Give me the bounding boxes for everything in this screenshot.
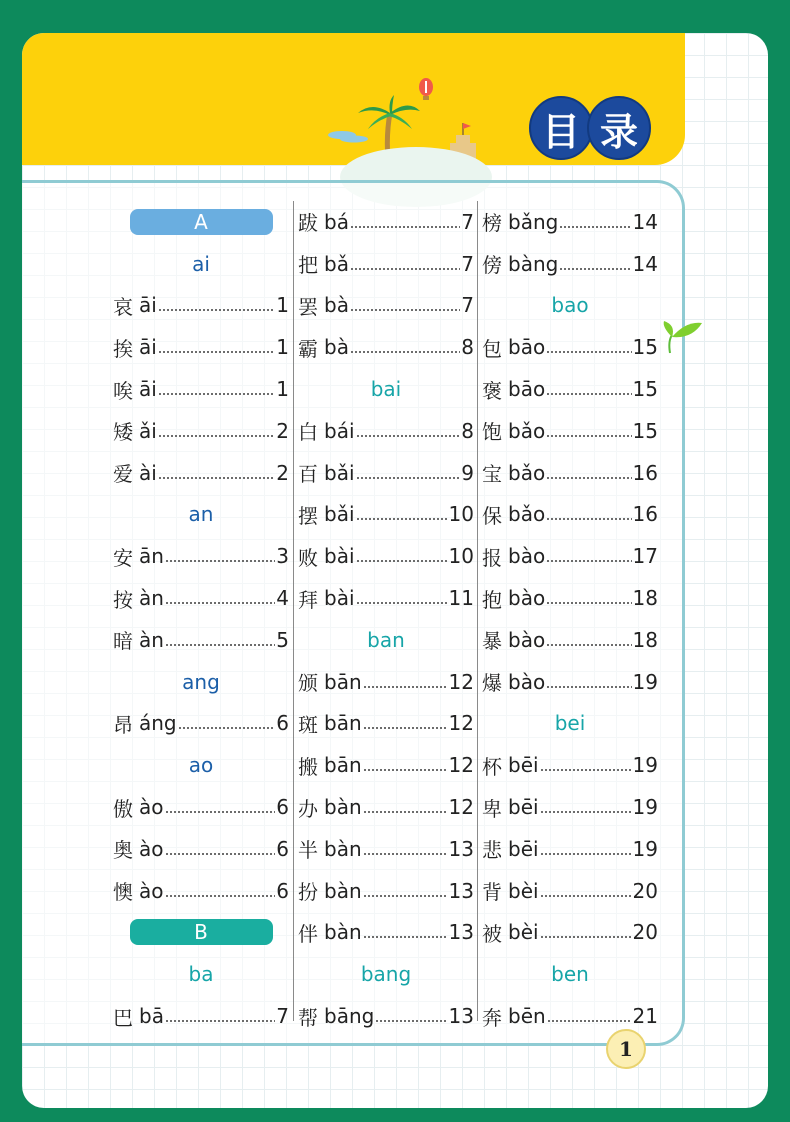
entry-leader-dots <box>363 755 448 775</box>
entry-page-number: 9 <box>461 460 474 485</box>
entry-pinyin: bēn <box>508 1004 546 1029</box>
entry-pinyin: bài <box>324 586 355 611</box>
entry-leader-dots <box>540 755 632 775</box>
entry-pinyin: bǎo <box>508 418 546 443</box>
entry-pinyin: bào <box>508 669 546 694</box>
syllable-heading: bao <box>551 293 589 318</box>
entry-page-number: 5 <box>276 627 289 652</box>
entry-pinyin: bà <box>324 293 349 318</box>
entry-leader-dots <box>350 254 460 274</box>
entry-leader-dots <box>165 588 275 608</box>
entry-pinyin: bān <box>324 669 362 694</box>
toc-entry[interactable] <box>298 744 474 786</box>
toc-entry[interactable] <box>298 326 474 368</box>
entry-page-number: 13 <box>448 1004 474 1029</box>
column-divider <box>477 201 478 1021</box>
entry-pinyin: ào <box>139 878 164 903</box>
entry-leader-dots <box>356 588 448 608</box>
entry-pinyin: bèi <box>508 920 539 945</box>
entry-character: 败 <box>298 545 318 570</box>
toc-entry[interactable] <box>113 577 289 619</box>
entry-character: 伴 <box>298 921 318 946</box>
entry-page-number: 7 <box>461 209 474 234</box>
entry-character: 背 <box>482 880 502 905</box>
entry-page-number: 8 <box>461 335 474 360</box>
toc-entry[interactable] <box>113 995 289 1037</box>
syllable-heading: bai <box>370 377 402 402</box>
toc-entry[interactable] <box>298 243 474 285</box>
toc-entry[interactable] <box>298 535 474 577</box>
toc-column-3 <box>482 201 658 1037</box>
entry-leader-dots <box>363 713 448 733</box>
entry-leader-dots <box>363 881 448 901</box>
entry-page-number: 15 <box>632 418 658 443</box>
toc-entry[interactable] <box>113 452 289 494</box>
entry-pinyin: áng <box>139 711 177 736</box>
section-letter-label: B <box>130 919 273 945</box>
toc-entry[interactable] <box>298 285 474 327</box>
entry-leader-dots <box>546 546 631 566</box>
entry-leader-dots <box>158 295 275 315</box>
entry-pinyin: bá <box>324 209 349 234</box>
syllable-heading: ao <box>188 753 214 778</box>
entry-character: 奥 <box>113 838 133 863</box>
entry-character: 奔 <box>482 1005 502 1030</box>
entry-character: 暴 <box>482 629 502 654</box>
syllable-heading: ban <box>367 627 405 652</box>
toc-entry[interactable] <box>113 535 289 577</box>
entry-character: 抱 <box>482 587 502 612</box>
entry-pinyin: bàn <box>324 795 362 820</box>
entry-pinyin: bàng <box>508 251 559 276</box>
entry-pinyin: āi <box>139 335 157 360</box>
toc-entry[interactable] <box>113 786 289 828</box>
toc-entry[interactable] <box>482 368 658 410</box>
entry-pinyin: bā <box>139 1004 164 1029</box>
entry-leader-dots <box>363 839 448 859</box>
entry-page-number: 19 <box>632 836 658 861</box>
toc-entry[interactable] <box>482 828 658 870</box>
page-number: 1 <box>606 1029 646 1069</box>
entry-pinyin: ǎi <box>139 418 157 443</box>
entry-page-number: 2 <box>276 460 289 485</box>
entry-leader-dots <box>158 337 275 357</box>
entry-pinyin: bà <box>324 335 349 360</box>
entry-leader-dots <box>540 797 632 817</box>
entry-pinyin: bān <box>324 753 362 778</box>
toc-entry[interactable] <box>298 494 474 536</box>
section-letter <box>113 912 289 954</box>
entry-page-number: 7 <box>461 293 474 318</box>
entry-pinyin: bǎi <box>324 460 355 485</box>
syllable-heading: ai <box>192 251 210 276</box>
toc-entry[interactable] <box>482 912 658 954</box>
entry-character: 傍 <box>482 253 502 278</box>
entry-character: 巴 <box>113 1005 133 1030</box>
entry-pinyin: bāo <box>508 335 546 360</box>
entry-page-number: 11 <box>448 586 474 611</box>
entry-page-number: 15 <box>632 335 658 360</box>
entry-character: 唉 <box>113 378 133 403</box>
entry-character: 哀 <box>113 294 133 319</box>
entry-character: 跋 <box>298 211 318 236</box>
entry-character: 暗 <box>113 629 133 654</box>
entry-pinyin: bào <box>508 586 546 611</box>
entry-page-number: 3 <box>276 544 289 569</box>
entry-page-number: 19 <box>632 795 658 820</box>
toc-entry[interactable] <box>298 577 474 619</box>
entry-page-number: 7 <box>276 1004 289 1029</box>
toc-entry[interactable] <box>482 744 658 786</box>
entry-page-number: 14 <box>632 209 658 234</box>
entry-page-number: 2 <box>276 418 289 443</box>
entry-page-number: 12 <box>448 711 474 736</box>
entry-leader-dots <box>165 546 275 566</box>
toc-entry[interactable] <box>298 870 474 912</box>
entry-page-number: 18 <box>632 627 658 652</box>
entry-character: 傲 <box>113 796 133 821</box>
entry-character: 百 <box>298 462 318 487</box>
toc-entry[interactable] <box>482 786 658 828</box>
toc-entry[interactable] <box>482 201 658 243</box>
entry-leader-dots <box>559 254 631 274</box>
entry-page-number: 6 <box>276 836 289 861</box>
entry-page-number: 6 <box>276 878 289 903</box>
toc-entry[interactable] <box>482 619 658 661</box>
entry-pinyin: āi <box>139 377 157 402</box>
entry-character: 褒 <box>482 378 502 403</box>
toc-entry[interactable] <box>298 201 474 243</box>
toc-entry[interactable] <box>298 452 474 494</box>
entry-page-number: 20 <box>632 920 658 945</box>
entry-character: 被 <box>482 921 502 946</box>
title-char-2: 录 <box>587 96 651 160</box>
entry-character: 半 <box>298 838 318 863</box>
entry-character: 挨 <box>113 336 133 361</box>
entry-page-number: 13 <box>448 920 474 945</box>
entry-pinyin: àn <box>139 586 164 611</box>
entry-character: 榜 <box>482 211 502 236</box>
entry-pinyin: bàn <box>324 836 362 861</box>
entry-character: 按 <box>113 587 133 612</box>
entry-character: 白 <box>298 420 318 445</box>
entry-page-number: 1 <box>276 293 289 318</box>
entry-leader-dots <box>375 1006 447 1026</box>
toc-entry[interactable] <box>298 703 474 745</box>
entry-character: 包 <box>482 336 502 361</box>
toc-page <box>22 33 768 1108</box>
entry-leader-dots <box>546 630 631 650</box>
toc-column-2 <box>298 201 474 1037</box>
toc-entry[interactable] <box>113 703 289 745</box>
entry-character: 帮 <box>298 1005 318 1030</box>
entry-page-number: 16 <box>632 460 658 485</box>
toc-entry[interactable] <box>298 828 474 870</box>
entry-pinyin: bǎ <box>324 251 349 276</box>
toc-entry[interactable] <box>298 410 474 452</box>
entry-leader-dots <box>363 797 448 817</box>
entry-leader-dots <box>178 713 276 733</box>
entry-page-number: 12 <box>448 753 474 778</box>
entry-character: 爱 <box>113 462 133 487</box>
entry-character: 斑 <box>298 712 318 737</box>
entry-leader-dots <box>546 337 631 357</box>
entry-page-number: 13 <box>448 878 474 903</box>
entry-character: 霸 <box>298 336 318 361</box>
syllable-heading: bang <box>360 962 412 987</box>
entry-character: 安 <box>113 545 133 570</box>
entry-character: 摆 <box>298 503 318 528</box>
entry-pinyin: bān <box>324 711 362 736</box>
entry-leader-dots <box>540 922 632 942</box>
toc-entry[interactable] <box>113 326 289 368</box>
entry-page-number: 8 <box>461 418 474 443</box>
entry-page-number: 17 <box>632 544 658 569</box>
page-title <box>529 96 645 160</box>
entry-leader-dots <box>356 546 448 566</box>
entry-character: 办 <box>298 796 318 821</box>
toc-entry[interactable] <box>298 912 474 954</box>
entry-page-number: 21 <box>632 1004 658 1029</box>
entry-pinyin: bào <box>508 544 546 569</box>
entry-leader-dots <box>363 922 448 942</box>
entry-pinyin: ài <box>139 460 157 485</box>
entry-pinyin: bào <box>508 627 546 652</box>
toc-entry[interactable] <box>113 368 289 410</box>
toc-entry[interactable] <box>113 870 289 912</box>
toc-entry[interactable] <box>298 786 474 828</box>
entry-page-number: 19 <box>632 669 658 694</box>
entry-leader-dots <box>350 212 460 232</box>
entry-page-number: 15 <box>632 377 658 402</box>
entry-character: 保 <box>482 503 502 528</box>
entry-leader-dots <box>546 379 631 399</box>
entry-pinyin: ào <box>139 836 164 861</box>
entry-character: 搬 <box>298 754 318 779</box>
entry-character: 杯 <box>482 754 502 779</box>
entry-pinyin: bǎi <box>324 502 355 527</box>
entry-character: 懊 <box>113 880 133 905</box>
entry-page-number: 10 <box>448 502 474 527</box>
syllable-heading: ben <box>551 962 589 987</box>
entry-pinyin: bèi <box>508 878 539 903</box>
entry-leader-dots <box>158 463 275 483</box>
toc-column-1 <box>113 201 289 1037</box>
entry-pinyin: bàn <box>324 920 362 945</box>
entry-character: 颁 <box>298 671 318 696</box>
entry-leader-dots <box>165 1006 275 1026</box>
entry-pinyin: bài <box>324 544 355 569</box>
syllable-heading: an <box>188 502 214 527</box>
entry-page-number: 6 <box>276 795 289 820</box>
section-letter <box>113 201 289 243</box>
entry-leader-dots <box>547 1006 632 1026</box>
syllable-heading: ang <box>182 669 220 694</box>
section-letter-label: A <box>130 209 273 235</box>
syllable-heading: bei <box>554 711 586 736</box>
entry-page-number: 6 <box>276 711 289 736</box>
entry-page-number: 12 <box>448 795 474 820</box>
entry-leader-dots <box>540 839 632 859</box>
entry-leader-dots <box>546 504 631 524</box>
entry-leader-dots <box>356 504 448 524</box>
entry-leader-dots <box>546 672 631 692</box>
entry-pinyin: bǎo <box>508 502 546 527</box>
entry-character: 矮 <box>113 420 133 445</box>
entry-character: 悲 <box>482 838 502 863</box>
header-banner <box>22 33 685 165</box>
entry-leader-dots <box>165 881 276 901</box>
toc-entry[interactable] <box>298 661 474 703</box>
entry-page-number: 4 <box>276 586 289 611</box>
entry-pinyin: bǎo <box>508 460 546 485</box>
entry-pinyin: bái <box>324 418 355 443</box>
entry-leader-dots <box>546 463 631 483</box>
toc-entry[interactable] <box>482 535 658 577</box>
entry-leader-dots <box>363 672 448 692</box>
entry-leader-dots <box>546 421 631 441</box>
entry-character: 扮 <box>298 880 318 905</box>
entry-leader-dots <box>356 421 461 441</box>
entry-page-number: 14 <box>632 251 658 276</box>
entry-page-number: 18 <box>632 586 658 611</box>
entry-pinyin: ào <box>139 795 164 820</box>
entry-leader-dots <box>350 337 460 357</box>
title-char-1: 目 <box>529 96 593 160</box>
entry-character: 罢 <box>298 294 318 319</box>
entry-leader-dots <box>158 379 275 399</box>
entry-leader-dots <box>356 463 461 483</box>
entry-pinyin: bēi <box>508 836 539 861</box>
toc-entry[interactable] <box>298 995 474 1037</box>
entry-page-number: 10 <box>448 544 474 569</box>
entry-page-number: 12 <box>448 669 474 694</box>
entry-pinyin: āi <box>139 293 157 318</box>
entry-page-number: 19 <box>632 753 658 778</box>
toc-entry[interactable] <box>482 870 658 912</box>
entry-character: 报 <box>482 545 502 570</box>
toc-entry[interactable] <box>113 828 289 870</box>
entry-character: 拜 <box>298 587 318 612</box>
entry-pinyin: bǎng <box>508 209 559 234</box>
entry-character: 饱 <box>482 420 502 445</box>
sprout-icon <box>662 317 712 357</box>
toc-entry[interactable] <box>113 285 289 327</box>
toc-entry[interactable] <box>482 452 658 494</box>
entry-pinyin: ān <box>139 544 164 569</box>
entry-leader-dots <box>546 588 631 608</box>
syllable-heading: ba <box>188 962 214 987</box>
entry-pinyin: bēi <box>508 795 539 820</box>
entry-pinyin: bāng <box>324 1004 375 1029</box>
toc-entry[interactable] <box>482 410 658 452</box>
entry-page-number: 20 <box>632 878 658 903</box>
entry-leader-dots <box>158 421 275 441</box>
entry-leader-dots <box>350 295 460 315</box>
toc-entry[interactable] <box>113 619 289 661</box>
entry-pinyin: àn <box>139 627 164 652</box>
entry-pinyin: bāo <box>508 377 546 402</box>
entry-page-number: 1 <box>276 335 289 360</box>
entry-page-number: 16 <box>632 502 658 527</box>
entry-page-number: 7 <box>461 251 474 276</box>
entry-character: 昂 <box>113 712 133 737</box>
entry-leader-dots <box>165 797 276 817</box>
toc-entry[interactable] <box>482 494 658 536</box>
entry-character: 爆 <box>482 671 502 696</box>
entry-character: 把 <box>298 253 318 278</box>
entry-page-number: 13 <box>448 836 474 861</box>
entry-leader-dots <box>165 839 276 859</box>
entry-pinyin: bēi <box>508 753 539 778</box>
toc-entry[interactable] <box>482 661 658 703</box>
entry-page-number: 1 <box>276 377 289 402</box>
toc-entry[interactable] <box>482 577 658 619</box>
entry-character: 卑 <box>482 796 502 821</box>
entry-leader-dots <box>559 212 631 232</box>
toc-entry[interactable] <box>113 410 289 452</box>
entry-character: 宝 <box>482 462 502 487</box>
column-divider <box>293 201 294 1021</box>
entry-leader-dots <box>540 881 632 901</box>
entry-pinyin: bàn <box>324 878 362 903</box>
toc-entry[interactable] <box>482 326 658 368</box>
entry-leader-dots <box>165 630 275 650</box>
toc-entry[interactable] <box>482 243 658 285</box>
